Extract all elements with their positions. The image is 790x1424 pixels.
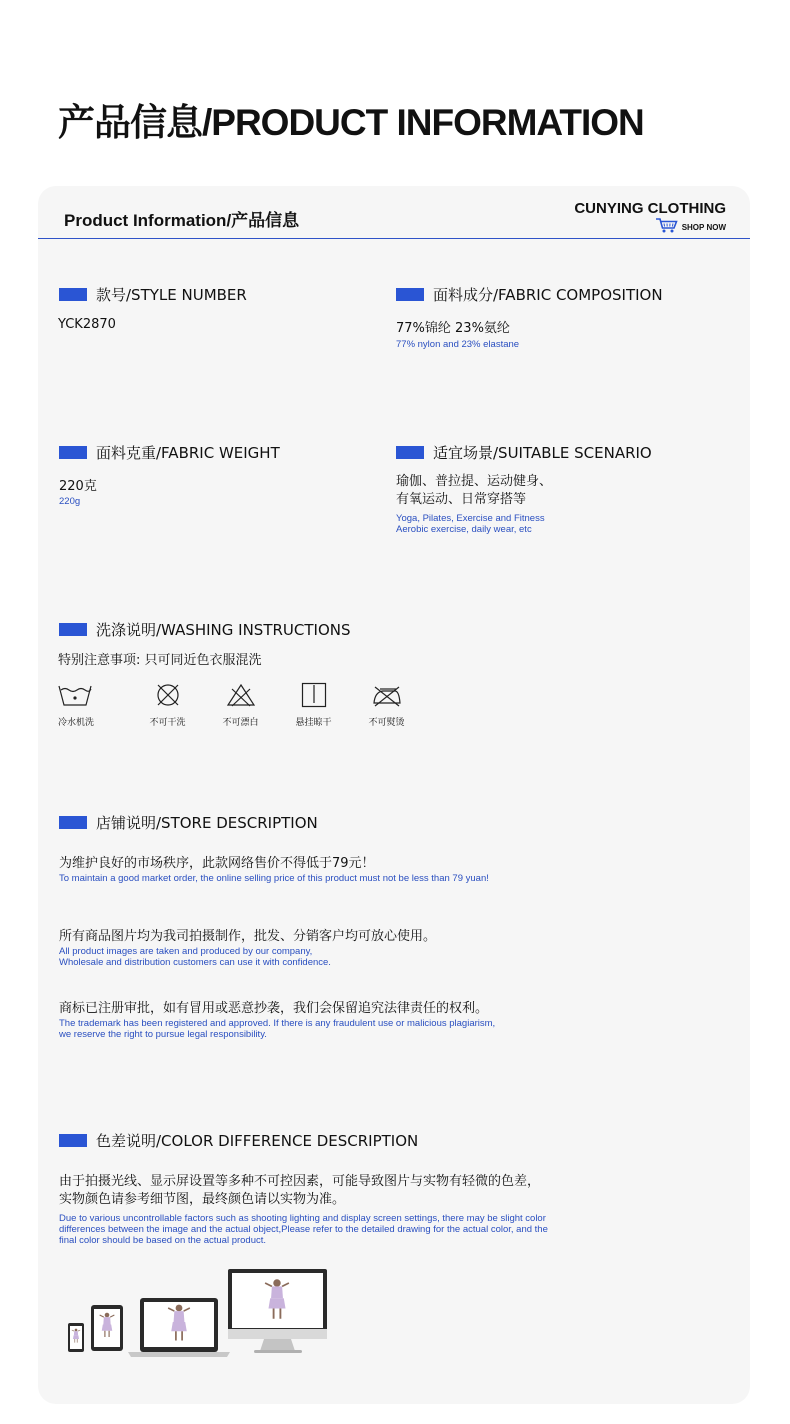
product-info-card	[38, 186, 750, 1404]
shopping-cart-icon	[656, 218, 678, 237]
store-item-cn: 所有商品图片均为我司拍摄制作，批发、分销客户均可放心使用。	[59, 929, 437, 944]
do-not-iron-icon	[371, 683, 403, 707]
brand-block[interactable]	[574, 200, 726, 237]
machine-wash-cold-icon	[58, 683, 92, 707]
color-diff-line-en: differences between the image and the actual object,Please refer to the detailed drawing for the actual color, and the	[59, 1224, 548, 1235]
store-item-en: we reserve the right to pursue legal responsibility.	[59, 1029, 267, 1040]
color-diff-line: 实物颜色请参考细节图，最终颜色请以实物为准。	[59, 1192, 346, 1207]
scenario-line-en: Yoga, Pilates, Exercise and Fitness	[396, 513, 545, 524]
tablet-icon	[91, 1305, 123, 1351]
care-icon-label: 悬挂晾干	[295, 718, 332, 728]
section-marker	[59, 446, 87, 459]
care-icon-item	[350, 681, 423, 728]
color-diff-line: 由于拍摄光线、显示屏设置等多种不可控因素，可能导致图片与实物有轻微的色差，	[59, 1174, 541, 1189]
card-header-title: Product Information/产品信息	[64, 211, 300, 230]
do-not-dry-clean-icon	[154, 683, 182, 707]
fabric-weight-title: 面料克重/FABRIC WEIGHT	[96, 444, 280, 462]
page-title: 产品信息/PRODUCT INFORMATION	[58, 102, 644, 143]
section-marker	[59, 1134, 87, 1147]
care-icon-item	[58, 681, 131, 728]
store-item	[59, 1000, 495, 1040]
brand-name: CUNYING CLOTHING	[574, 200, 726, 217]
fabric-composition-value: 77%锦纶 23%氨纶	[396, 321, 510, 336]
scenario-section	[396, 442, 652, 535]
do-not-bleach-icon	[226, 683, 256, 707]
fabric-composition-title: 面料成分/FABRIC COMPOSITION	[433, 286, 663, 304]
care-icon-item	[131, 681, 204, 728]
store-item-en: The trademark has been registered and approved. If there is any fraudulent use or malicious plagiarism,	[59, 1018, 496, 1029]
monitor-icon	[228, 1269, 327, 1353]
color-diff-section	[59, 1130, 418, 1151]
care-icon-label: 冷水机洗	[58, 718, 95, 728]
store-item-cn: 商标已注册审批，如有冒用或恶意抄袭，我们会保留追究法律责任的权利。	[59, 1001, 489, 1016]
section-marker	[396, 288, 424, 301]
care-icons-row	[58, 681, 423, 728]
washing-section	[59, 619, 351, 668]
header-divider	[38, 238, 750, 239]
fabric-composition-section	[396, 284, 663, 350]
section-marker	[59, 288, 87, 301]
section-marker	[396, 446, 424, 459]
color-diff-line-en: final color should be based on the actual product.	[59, 1235, 267, 1246]
section-marker	[59, 623, 87, 636]
scenario-line-en: Aerobic exercise, daily wear, etc	[396, 524, 532, 535]
store-item-cn: 为维护良好的市场秩序，此款网络售价不得低于79元！	[59, 856, 375, 871]
store-item-en: Wholesale and distribution customers can use it with confidence.	[59, 957, 331, 968]
laptop-icon	[128, 1298, 230, 1357]
section-marker	[59, 816, 87, 829]
store-section	[59, 812, 318, 833]
washing-note: 特别注意事项: 只可同近色衣服混洗	[58, 653, 262, 668]
store-item-en: All product images are taken and produced by our company,	[59, 946, 313, 957]
style-number-value: YCK2870	[58, 317, 116, 332]
store-title: 店铺说明/STORE DESCRIPTION	[96, 814, 318, 832]
scenario-line: 瑜伽、普拉提、运动健身、	[396, 474, 553, 489]
shop-now-link[interactable]	[574, 218, 726, 237]
store-item	[59, 855, 489, 884]
shop-now-label: SHOP NOW	[681, 223, 726, 232]
scenario-title: 适宜场景/SUITABLE SCENARIO	[433, 444, 652, 462]
devices-illustration	[66, 1269, 328, 1359]
fabric-weight-section	[59, 442, 280, 507]
color-diff-body	[59, 1173, 548, 1246]
hang-dry-icon	[301, 682, 327, 708]
care-icon-label: 不可漂白	[222, 718, 259, 728]
washing-title: 洗涤说明/WASHING INSTRUCTIONS	[96, 621, 351, 639]
style-number-section	[59, 284, 247, 332]
style-number-title: 款号/STYLE NUMBER	[96, 286, 247, 304]
scenario-line: 有氧运动、日常穿搭等	[396, 492, 527, 507]
care-icon-label: 不可熨烫	[368, 718, 405, 728]
care-icon-item	[204, 681, 277, 728]
store-item-en: To maintain a good market order, the online selling price of this product must not be less than 79 yuan!	[59, 873, 489, 884]
care-icon-label: 不可干洗	[149, 718, 186, 728]
color-diff-title: 色差说明/COLOR DIFFERENCE DESCRIPTION	[96, 1132, 419, 1150]
fabric-composition-en: 77% nylon and 23% elastane	[396, 339, 520, 350]
care-icon-item	[277, 681, 350, 728]
fabric-weight-value: 220克	[59, 479, 97, 494]
store-item	[59, 928, 436, 968]
fabric-weight-en: 220g	[59, 496, 81, 507]
phone-icon	[68, 1323, 84, 1352]
color-diff-line-en: Due to various uncontrollable factors such as shooting lighting and display screen settings, there may be slight color	[59, 1213, 546, 1224]
